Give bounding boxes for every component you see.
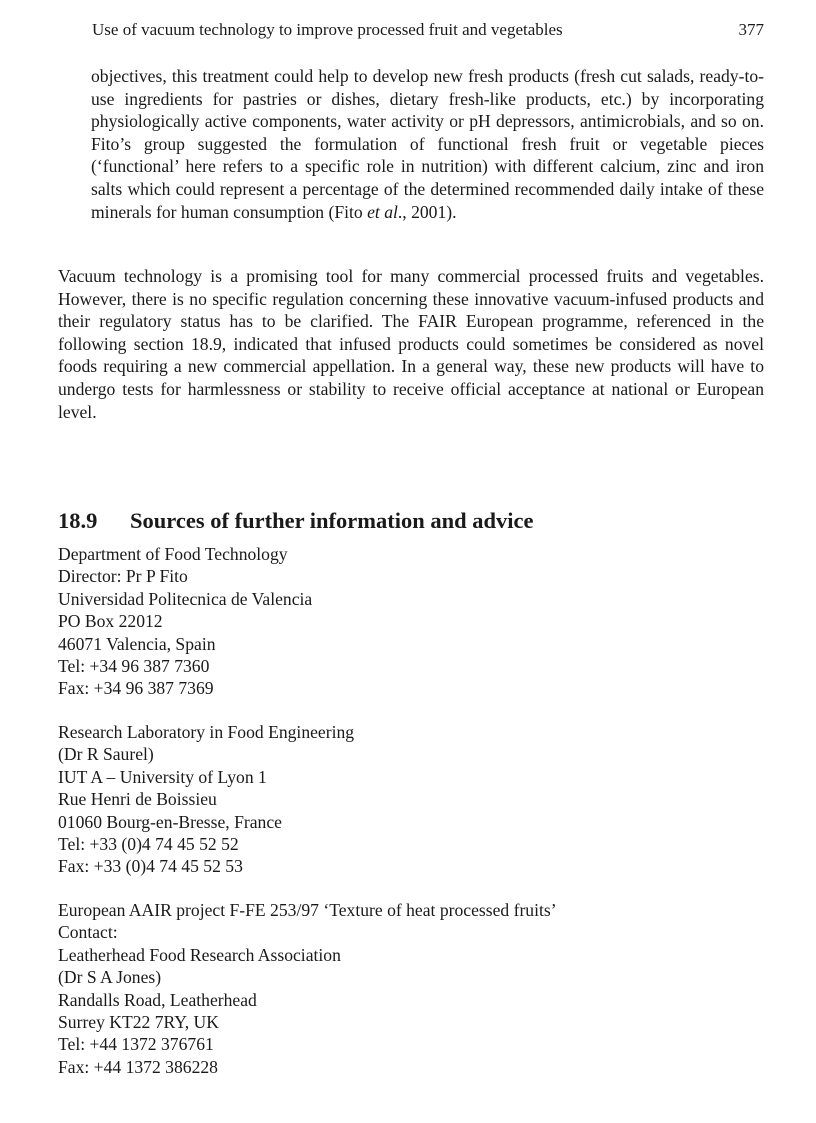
contact-line: 46071 Valencia, Spain <box>58 633 216 654</box>
contact-line: Research Laboratory in Food Engineering <box>58 722 355 742</box>
section-number: 18.9 <box>58 508 98 533</box>
section-title: Sources of further information and advice <box>130 508 534 533</box>
contact-line: Director: Pr P Fito <box>58 566 188 587</box>
contact-line: IUT A – University of Lyon 1 <box>58 766 267 787</box>
citation-italic: et al <box>367 201 398 222</box>
contact-line: Contact: <box>58 922 118 943</box>
contact-line: Fax: +44 1372 386228 <box>58 1056 218 1077</box>
contact-line: Leatherhead Food Research Association <box>58 944 341 965</box>
body-paragraph: Vacuum technology is a promising tool for many commercial processed fruits and vegetables. However, there is no specific regulation concerning these innovative vacuum-infused products and their regulatory status has to be clarified. The FAIR European programme, referenced in the following section 18.9, indicated that infused products could sometimes be considered as novel foods requiring a new commercial appellation. In a general way, these new products will have to undergo tests for harmlessness or stability to receive official acceptance at national or European level. <box>58 266 764 422</box>
contact-line: Universidad Politecnica de Valencia <box>58 588 313 609</box>
running-title: Use of vacuum technology to improve processed fruit and vegetables <box>92 20 563 39</box>
contact-line: European AAIR project F-FE 253/97 ‘Texture of heat processed fruits’ <box>58 900 557 920</box>
contact-line: Tel: +44 1372 376761 <box>58 1034 214 1055</box>
contact-line: Rue Henri de Boissieu <box>58 789 217 810</box>
contact-line: Tel: +34 96 387 7360 <box>58 656 210 677</box>
contact-line: Surrey KT22 7RY, UK <box>58 1012 219 1033</box>
contact-line: 01060 Bourg-en-Bresse, France <box>58 811 282 832</box>
indented-paragraph-text-end: ., 2001). <box>397 201 457 222</box>
contact-line: (Dr S A Jones) <box>58 967 162 988</box>
contact-block-leatherhead <box>58 899 776 1078</box>
contact-line: Department of Food Technology <box>58 544 288 564</box>
contact-line: PO Box 22012 <box>58 611 163 632</box>
contact-line: Randalls Road, Leatherhead <box>58 989 257 1010</box>
page-number: 377 <box>738 20 764 39</box>
contact-block-valencia <box>58 543 776 700</box>
contact-block-lyon <box>58 721 776 878</box>
contact-line: Fax: +34 96 387 7369 <box>58 678 214 699</box>
indented-paragraph-text: objectives, this treatment could help to develop new fresh products (fresh cut salads, ready-to-use ingredients for pastries or dishes, dietary fresh-like products, etc.) by incorporating physiologically active components, water activity or pH depressors, antimicrobials, and so on. Fito’s group suggested the formulation of functional fresh fruit or vegetable pieces (‘functional’ here refers to a specific role in nutrition) with different calcium, zinc and iron salts which could represent a percentage of the determined recommended daily intake of these minerals for human consumption (Fito <box>91 66 764 222</box>
contact-line: Tel: +33 (0)4 74 45 52 52 <box>58 834 239 855</box>
contact-line: (Dr R Saurel) <box>58 744 154 765</box>
indented-paragraph <box>91 65 764 223</box>
section-heading <box>58 506 534 536</box>
contact-line: Fax: +33 (0)4 74 45 52 53 <box>58 856 243 877</box>
